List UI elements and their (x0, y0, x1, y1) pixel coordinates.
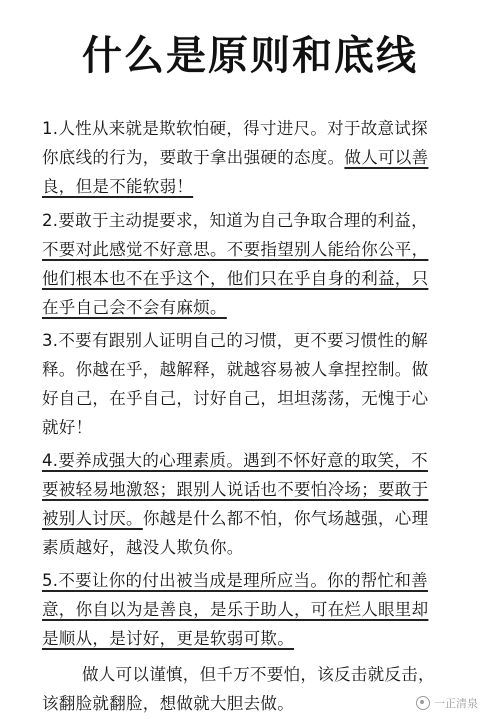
underlined-text: 意，你自以为是善良，是乐于助人，可在烂人眼里却 (42, 600, 429, 619)
paragraph-1 (42, 114, 462, 201)
underlined-text: 在乎自己会不会有麻烦。 (42, 298, 227, 317)
underlined-text: 要被轻易地激怒；跟别人说话也不要怕冷场；要敢于 (42, 480, 429, 499)
page-title: 什么是原则和底线 (82, 33, 418, 79)
paragraph-line (42, 172, 462, 201)
paragraph-line (42, 293, 462, 322)
watermark-text: 一正清泉 (434, 697, 478, 710)
underlined-text: 被别人讨厌。 (42, 509, 143, 528)
paragraph-line (42, 446, 462, 475)
paragraph-line (42, 595, 462, 624)
underlined-text: 做人可以善 (344, 148, 429, 167)
paragraph-line (42, 475, 462, 504)
paragraph-line: 1.人性从来就是欺软怕硬，得寸进尺。对于故意试探 (42, 119, 428, 138)
paragraph-line (42, 143, 462, 172)
paragraph-line: 好自己，在乎自己，讨好自己，坦坦荡荡，无愧于心 (42, 389, 429, 408)
paragraph-line: 2.要敢于主动提要求，知道为自己争取合理的利益， (42, 211, 428, 230)
paragraph-line: 该翻脸就翻脸，想做就大胆去做。 (42, 694, 294, 713)
underlined-text: 良，但是不能软弱！ (42, 177, 194, 196)
underlined-text: 是顺从，是讨好，更是软弱可欺。 (42, 629, 294, 648)
watermark-logo-icon (416, 696, 430, 710)
paragraph-2 (42, 206, 462, 322)
paragraph-line (42, 235, 462, 264)
paragraph-line (42, 264, 462, 293)
paragraph-line: 素质越好，越没人欺负你。 (42, 538, 244, 557)
text-segment: 你越是什么都不怕，你气场越强，心理 (142, 509, 429, 528)
underlined-text: 他们根本也不在乎这个，他们只在乎自身的利益，只 (42, 269, 429, 288)
underlined-text: 4.要养成强大的心理素质。遇到不怀好意的取笑，不 (42, 451, 428, 470)
underlined-text: 5.不要让你的付出被当成是理所应当。你的帮忙和善 (42, 571, 428, 590)
paragraph-line: 做人可以谨慎，但千万不要怕，该反击就反击， (82, 665, 435, 684)
watermark (416, 695, 478, 711)
paragraph-line (42, 566, 462, 595)
underlined-text: 不要对此感觉不好意思。不要指望别人能给你公平， (42, 240, 429, 259)
paragraph-line: 3.不要有跟别人证明自己的习惯，更不要习惯性的解 (42, 331, 428, 350)
paragraph-line (42, 624, 462, 653)
paragraph-4 (42, 446, 462, 562)
paragraph-line: 就好！ (42, 418, 93, 437)
closing-paragraph (42, 660, 472, 718)
paragraph-line (42, 504, 462, 533)
paragraph-3 (42, 326, 462, 442)
text-segment: 你底线的行为，要敢于拿出强硬的态度。 (42, 148, 345, 167)
paragraph-line: 释。你越在乎，越解释，就越容易被人拿捏控制。做 (42, 360, 429, 379)
paragraph-5 (42, 566, 462, 653)
